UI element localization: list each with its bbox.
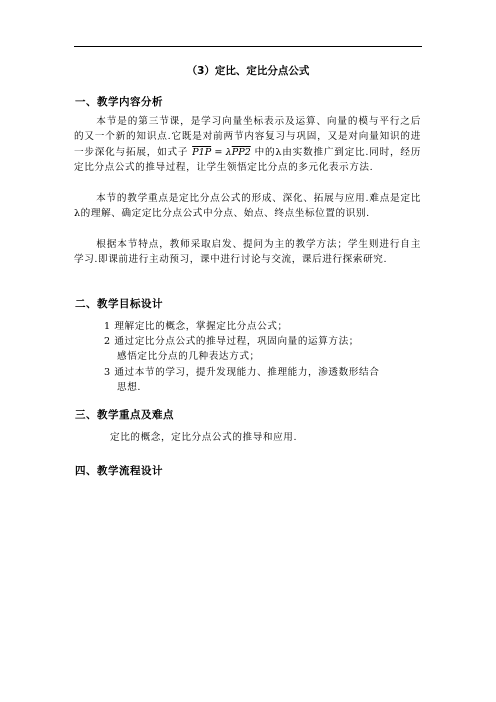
- section-heading-analysis: 一、教学内容分析: [75, 96, 163, 108]
- section-heading-keypoints: 三、教学重点及难点: [75, 409, 174, 421]
- section-heading-flow: 四、教学流程设计: [75, 465, 163, 477]
- analysis-paragraph-1: [74, 114, 421, 175]
- formula-lhs: P1P: [192, 146, 212, 158]
- goal-item-2: 2 通过定比分点公式的推导过程，巩固向量的运算方法；: [104, 336, 360, 347]
- section-heading-goals: 二、教学目标设计: [75, 298, 163, 310]
- keypoints-text: 定比的概念，定比分点公式的推导和应用.: [110, 432, 298, 443]
- goal-item-2-cont: 感悟定比分点的几种表达方式；: [117, 351, 260, 362]
- goal-item-3-cont: 思想.: [117, 382, 142, 393]
- page-title: （3）定比、定比分点公式: [186, 65, 310, 77]
- analysis-paragraph-2: [74, 191, 421, 222]
- goal-item-1: 1 理解定比的概念，掌握定比分点公式；: [104, 321, 288, 332]
- analysis-p1-tail: 中的λ由实数推广到定比.同时，经历定比分点公式的推导过程，让学生领悟定比分点的多元化表示方法.: [74, 146, 421, 173]
- formula-eq: = λ: [211, 146, 232, 158]
- analysis-p2-text: 本节的教学重点是定比分点公式的形成、深化、拓展与应用.难点是定比λ的理解、确定定比分点公式中分点、始点、终点坐标位置的识别.: [74, 193, 421, 220]
- header-rule: [74, 46, 422, 47]
- goal-item-3: 3 通过本节的学习，提升发现能力、推理能力，渗透数形结合: [104, 367, 380, 378]
- analysis-p1-text: 本节是的第三节课，是学习向量坐标表示及运算、向量的模与平行之后的又一个新的知识点.它既是对前两节内容复习与巩固，又是对向量知识的进一步深化与拓展，如式子: [74, 116, 421, 158]
- formula-rhs: PP2: [231, 146, 251, 158]
- analysis-paragraph-3: [74, 237, 421, 268]
- analysis-p3-text: 根据本节特点，教师采取启发、提问为主的教学方法；学生则进行自主学习.即课前进行主动预习，课中进行讨论与交流，课后进行探索研究.: [74, 239, 421, 266]
- vector-formula: [192, 147, 251, 158]
